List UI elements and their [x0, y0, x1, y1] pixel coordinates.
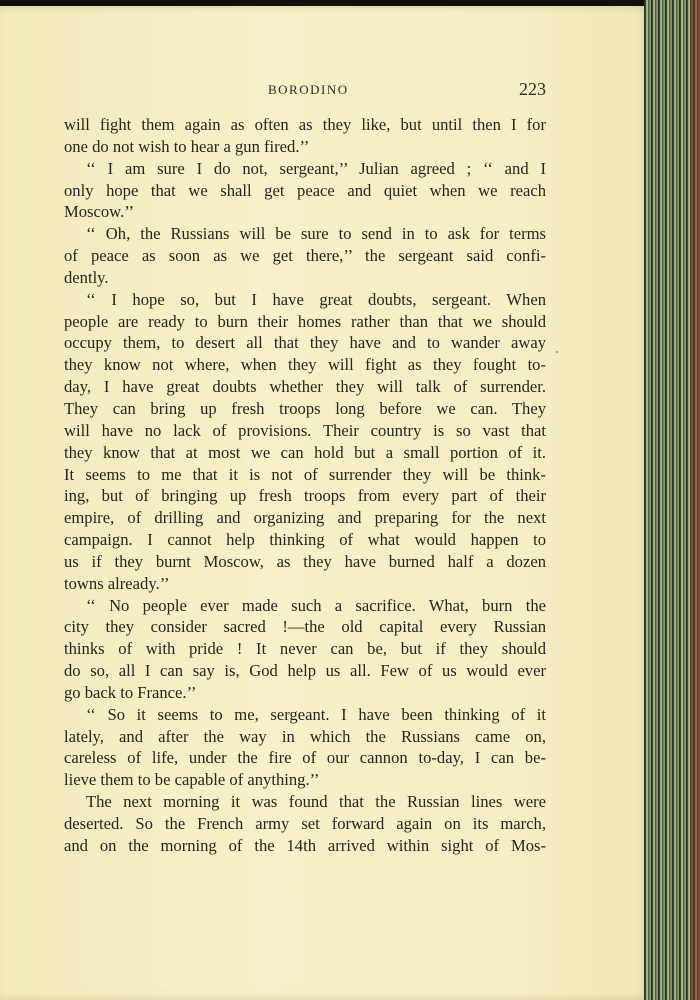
text-line: they know not where, when they will fight as they fought to-	[64, 355, 546, 375]
text-line: campaign. I cannot help thinking of what would happen to	[64, 530, 546, 550]
text-line: will have no lack of provisions. Their country is so vast that	[64, 420, 546, 440]
text-line: careless of life, under the fire of our cannon to-day, I can be-	[64, 748, 546, 768]
text-line: day, I have great doubts whether they will talk of surrender.	[64, 377, 546, 397]
text-line: towns already.’’	[64, 573, 170, 593]
text-line: deserted. So the French army set forward again on its march,	[64, 814, 546, 833]
text-line: ‘‘ I am sure I do not, sergeant,’’ Julian agreed ; ‘‘ and I	[86, 158, 546, 178]
text-line: lieve them to be capable of anything.’’	[64, 770, 320, 790]
page-edges	[644, 0, 700, 1000]
running-head	[0, 80, 640, 102]
text-line: dently.	[64, 267, 109, 287]
text-line: us if they burnt Moscow, as they have burned half a dozen	[64, 551, 546, 571]
text-line: of peace as soon as we get there,’’ the sergeant said confi-	[64, 246, 546, 266]
text-line: ‘‘ So it seems to me, sergeant. I have been thinking of it	[86, 704, 546, 724]
text-line: people are ready to burn their homes rather than that we should	[64, 311, 546, 331]
text-line: They can bring up fresh troops long before we can. They	[64, 398, 546, 418]
text-line: and on the morning of the 14th arrived within sight of Mos-	[64, 835, 546, 855]
book-page	[0, 6, 652, 1000]
text-line: only hope that we shall get peace and quiet when we reach	[64, 180, 546, 200]
text-line: one do not wish to hear a gun fired.’’	[64, 136, 310, 156]
text-line: ing, but of bringing up fresh troops from every part of their	[64, 486, 546, 506]
text-line: go back to France.’’	[64, 682, 197, 702]
text-line: ‘‘ No people ever made such a sacrifice. What, burn the	[86, 595, 546, 615]
text-line: lately, and after the way in which the Russians came on,	[64, 726, 546, 746]
text-line: The next morning it was found that the Russian lines were	[86, 792, 546, 812]
page-number: 223	[519, 79, 546, 99]
text-line: will fight them again as often as they like, but until then I for	[64, 115, 546, 134]
text-line: It seems to me that it is not of surrender they will be think-	[64, 464, 546, 484]
text-line: do so, all I can say is, God help us all. Few of us would ever	[64, 661, 546, 681]
paper-speck	[556, 351, 558, 353]
text-line: they know that at most we can hold but a small portion of it.	[64, 442, 546, 462]
text-line: empire, of drilling and organizing and preparing for the next	[64, 508, 546, 528]
text-line: ‘‘ I hope so, but I have great doubts, sergeant. When	[86, 289, 546, 309]
running-head-title: BORODINO	[268, 82, 349, 97]
body-text	[64, 114, 546, 857]
text-line: occupy them, to desert all that they have and to wander away	[64, 333, 546, 353]
text-line: thinks of with pride ! It never can be, but if they should	[64, 639, 546, 659]
text-line: ‘‘ Oh, the Russians will be sure to send in to ask for terms	[86, 224, 546, 244]
text-line: Moscow.’’	[64, 202, 135, 222]
text-line: city they consider sacred !—the old capital every Russian	[64, 617, 546, 637]
